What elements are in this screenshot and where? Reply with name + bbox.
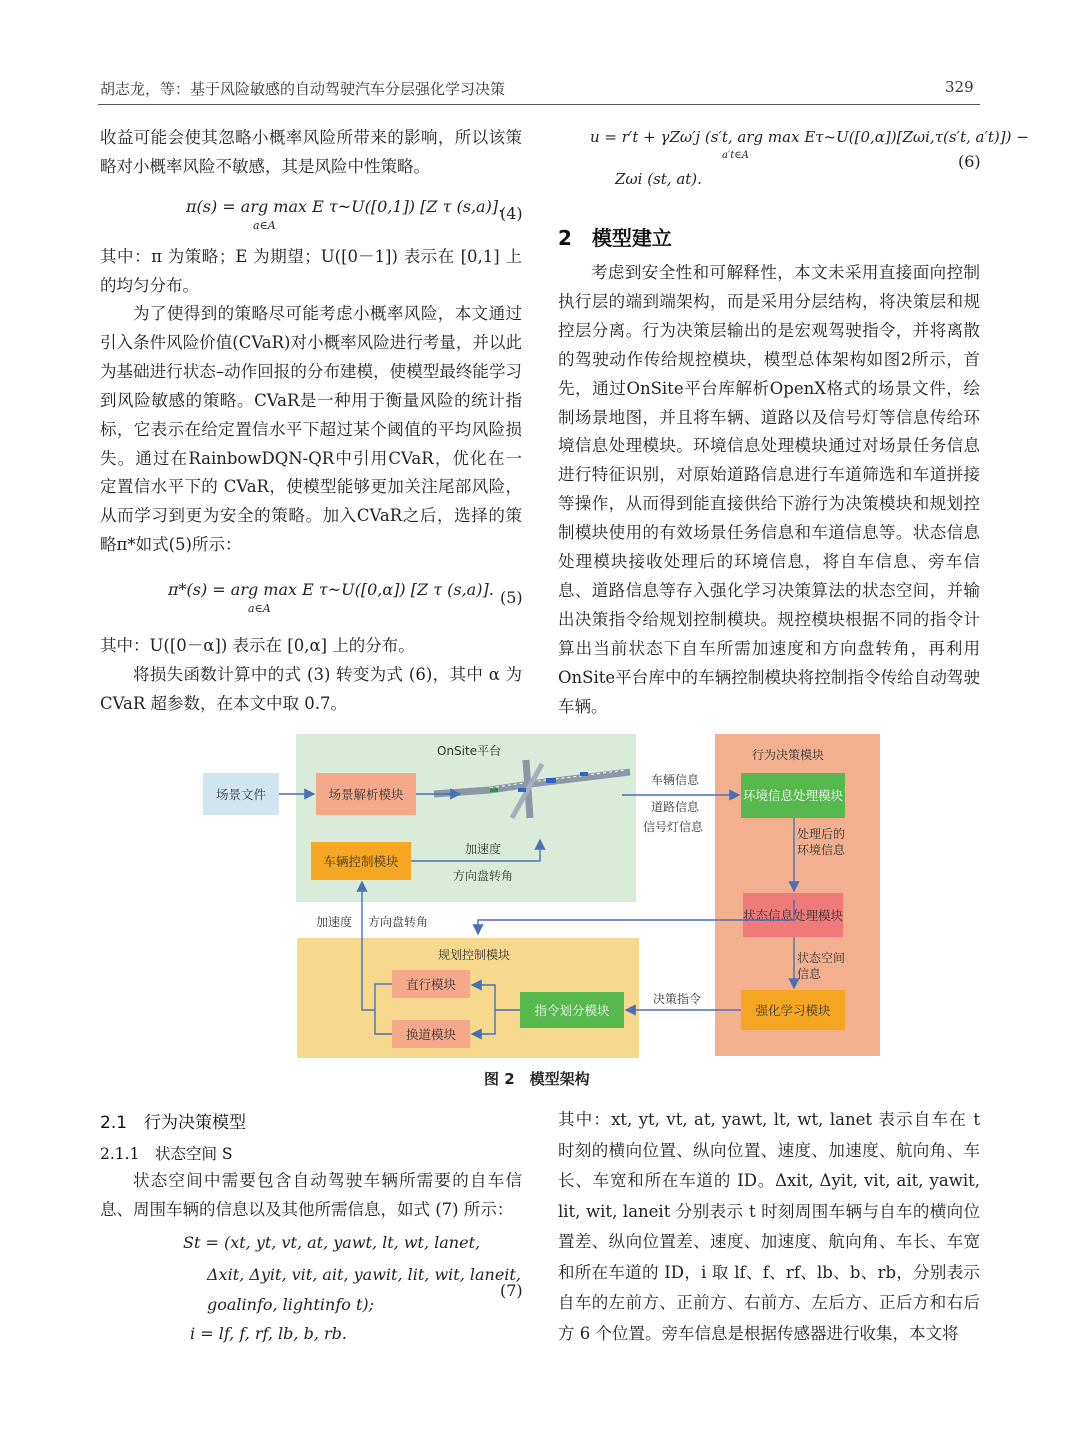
running-title: 胡志龙，等：基于风险敏感的自动驾驶汽车分层强化学习决策 [100, 80, 506, 98]
behavior-title: 行为决策模块 [752, 748, 825, 762]
equation-7-line3: goalinfo, lightinfo t); [207, 1295, 375, 1314]
scene-parse-box: 场景解析模块 [316, 773, 416, 815]
left-para-2: 其中：π 为策略；E 为期望；U([0－1]) 表示在 [0,1] 上的均匀分布。 [100, 247, 522, 295]
straight-module-box: 直行模块 [392, 970, 470, 998]
left-para-1: 收益可能会使其忽略小概率风险所带来的影响，所以该策略对小概率风险不敏感，其是风险中性策略。 [100, 128, 522, 176]
left-para-4: 其中：U([0－α]) 表示在 [0,α] 上的分布。 [100, 636, 415, 655]
bracket-modules [375, 984, 392, 1034]
label-road-info: 道路信息 [651, 800, 700, 814]
equation-7-line2: Δxit, Δyit, vit, ait, yawit, lit, wit, laneit, [207, 1265, 521, 1284]
arrow-to-planning [478, 900, 794, 934]
equation-5-number: (5) [500, 588, 523, 607]
state-process-box: 状态信息处理模块 [743, 893, 843, 937]
equation-7-number: (7) [500, 1281, 523, 1300]
label-steering-2: 方向盘转角 [368, 915, 429, 929]
equation-5-subscript: a∈A [248, 602, 271, 615]
equation-7-line1: St = (xt, yt, vt, at, yawt, lt, wt, lanet, [183, 1233, 481, 1252]
equation-7-line4: i = lf, f, rf, lb, b, rb. [190, 1324, 347, 1343]
section-2-title: 2 模型建立 [558, 226, 672, 250]
equation-4-number: (4) [500, 204, 523, 223]
equation-6-line2: Zωi (st, at). [615, 170, 702, 188]
label-state-space: 状态空间信息 [797, 951, 846, 981]
right-para-1: 考虑到安全性和可解释性，本文未采用直接面向控制执行层的端到端架构，而是采用分层结构，将决策层和规控层分离。行为决策层输出的是宏观驾驶指令，并将离散的驾驶动作传给规控模块，模型总体架构如图2所示，首先，通过OnSite平台库解析OpenX格式的场景文件，绘制场景地图，并且将车辆、道路以及信号灯等信息传给环境信息处理模块。环境信息处理模块通过对场景任务信息进行特征识别，对原始道路信息进行车道筛选和车道拼接等操作，从而得到能直接供给下游行为决策模块和规划控制模块使用的有效场景任务信息和车道信息等。状态信息处理模块接收处理后的环境信息，将自车信息、旁车信息、道路信息等存入强化学习决策算法的状态空间，并输出决策指令给规划控制模块。规控模块根据不同的指令计算出当前状态下自车所需加速度和方向盘转角，再利用OnSite平台库中的车辆控制模块将控制指令传给自动驾驶车辆。 [558, 263, 980, 716]
equation-6-subscript: a′t∈A [722, 150, 749, 161]
label-steering: 方向盘转角 [453, 869, 514, 883]
rl-module-box: 强化学习模块 [741, 990, 845, 1030]
label-vehicle-info: 车辆信息 [651, 773, 700, 787]
arrow-split-to-straight [472, 985, 520, 1010]
command-split-box: 指令划分模块 [520, 992, 624, 1028]
page-number: 329 [945, 78, 974, 96]
bottom-right-para-1: 其中：xt, yt, vt, at, yawt, lt, wt, lanet 表示自车在 t 时刻的横向位置、纵向位置、速度、加速度、航向角、车长、车宽和所在车道的 ID。Δxit, Δyit, vit, ait, yawit, lit, wit, laneit 分别表示 t 时刻周围车辆与自车的横向位置差、纵向位置差、速度、加速度、航向角、车长、车宽和所在车道的 ID，i 取 lf、f、rf、lb、b、rb，分别表示自车的左前方、正前方、右前方、左后方、正后方和右后方 6 个位置。旁车信息是根据传感器进行收集，本文将 [558, 1110, 980, 1343]
vehicle-control-box: 车辆控制模块 [311, 842, 411, 880]
planning-title: 规划控制模块 [438, 948, 511, 962]
equation-4-subscript: a∈A [253, 219, 276, 232]
scene-file-box: 场景文件 [203, 773, 279, 815]
left-para-5: 将损失函数计算中的式 (3) 转变为式 (6)，其中 α 为 CVaR 超参数，在本文中取 0.7。 [100, 665, 522, 713]
env-process-box: 环境信息处理模块 [741, 773, 845, 818]
label-acceleration-2: 加速度 [316, 915, 353, 929]
onsite-title: OnSite平台 [437, 744, 502, 758]
label-processed-env: 处理后的环境信息 [797, 827, 846, 857]
label-acceleration: 加速度 [465, 842, 502, 856]
lane-change-module-box: 换道模块 [392, 1020, 470, 1048]
section-2-1-1-title: 2.1.1 状态空间 S [100, 1145, 233, 1163]
left-para-3: 为了使得到的策略尽可能考虑小概率风险，本文通过引入条件风险价值(CVaR)对小概率风险进行考量，并以此为基础进行状态–动作回报的分布建模，使模型最终能学习到风险敏感的策略。CVaR是一种用于衡量风险的统计指标，它表示在给定置信水平下超过某个阈值的平均风险损失。通过在RainbowDQN-QR中引用CVaR，优化在一定置信水平下的 CVaR，使模型能够更加关注尾部风险，从而学习到更为安全的策略。加入CVaR之后，选择的策略π*如式(5)所示： [100, 304, 522, 555]
label-decision-command: 决策指令 [653, 992, 702, 1006]
bottom-left-para-1: 状态空间中需要包含自动驾驶车辆所需要的自车信息、周围车辆的信息以及其他所需信息，如式 (7) 所示： [100, 1171, 522, 1219]
figure-caption: 图 2 模型架构 [484, 1070, 590, 1088]
equation-6-number: (6) [958, 152, 981, 171]
arrow-split-to-lanechange [472, 1010, 495, 1034]
section-2-1-title: 2.1 行为决策模型 [100, 1113, 247, 1133]
label-signal-info: 信号灯信息 [643, 820, 704, 834]
equation-5: π*(s) = arg max E τ~U([0,α]) [Z τ (s,a)]. [168, 580, 494, 599]
equation-4: π(s) = arg max E τ~U([0,1]) [Z τ (s,a)]. [186, 197, 504, 216]
equation-6-line1: u = r′t + γZω′j (s′t, arg max Eτ~U([0,α])[Zωi,τ(s′t, a′t)]) − [590, 128, 1029, 146]
arrow-planning-to-control [362, 882, 375, 1010]
